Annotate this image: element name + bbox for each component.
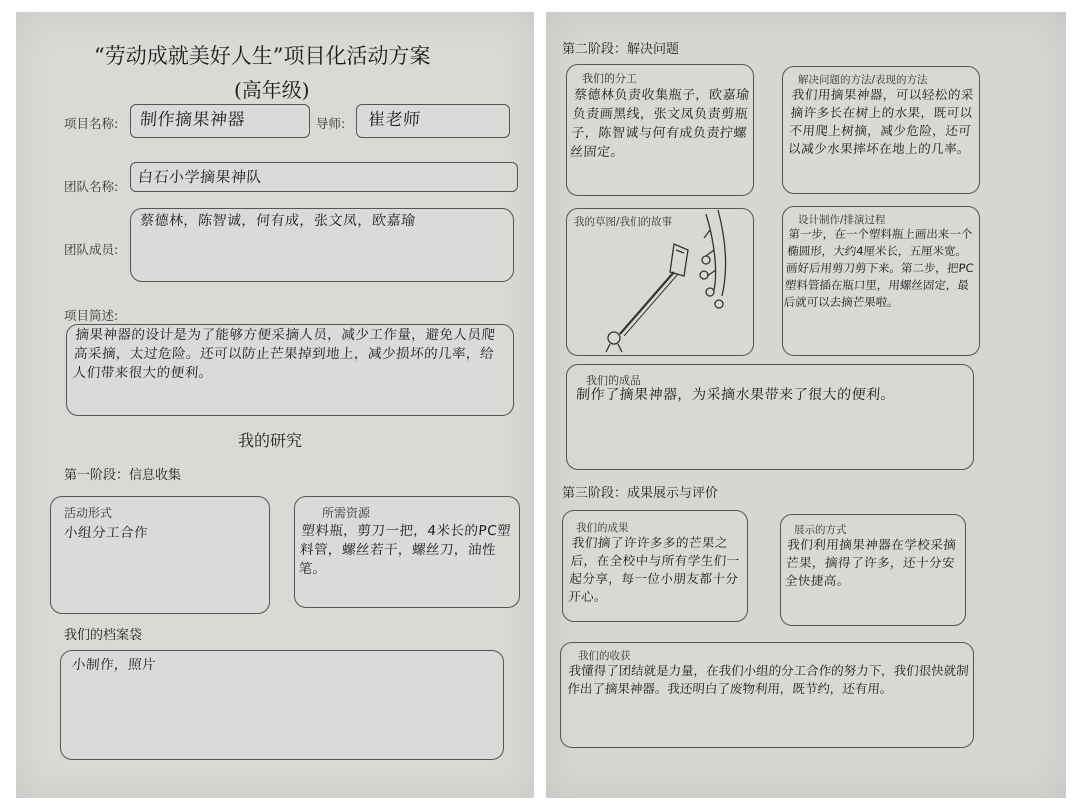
product-value: 制作了摘果神器，为采摘水果带来了很大的便利。 xyxy=(575,387,896,403)
process-label: 设计制作/排演过程 xyxy=(798,214,886,226)
fruit-picker-sketch xyxy=(586,200,752,354)
document-title: “劳动成就美好人生”项目化活动方案 xyxy=(94,44,431,68)
right-page xyxy=(546,12,1066,798)
team-name-label: 团队名称: xyxy=(64,179,119,194)
stage2-heading: 第二阶段：解决问题 xyxy=(562,42,680,57)
results-value: 我们摘了许许多多的芒果之后，在全校中与所有学生们一起分享，每一位小朋友都十分开心。 xyxy=(567,535,741,604)
method-value: 我们用摘果神器，可以轻松的采摘许多长在树上的水果，既可以不用爬上树摘，减少危险，还可以减少水果摔坏在地上的几率。 xyxy=(787,87,975,156)
members-value: 蔡德林，陈智诚，何有成，张文凤，欧嘉瑜 xyxy=(139,213,417,229)
show-label: 展示的方式 xyxy=(794,524,847,536)
summary-label: 项目简述: xyxy=(64,308,119,323)
show-value: 我们利用摘果神器在学校采摘芒果，摘得了许多，还十分安全快捷高。 xyxy=(784,537,957,588)
activity-form-value: 小组分工合作 xyxy=(63,525,149,541)
summary-value: 摘果神器的设计是为了能够方便采摘人员，减少工作量，避免人员爬高采摘，太过危险。还可以防止芒果掉到地上，减少损坏的几率，给人们带来很大的便利。 xyxy=(72,327,496,381)
mentor-label: 导师: xyxy=(316,116,346,131)
team-name-value: 白石小学摘果神队 xyxy=(137,168,263,186)
stage3-heading: 第三阶段：成果展示与评价 xyxy=(562,486,719,501)
results-label: 我们的成果 xyxy=(576,522,629,534)
gains-value: 我懂得了团结就是力量，在我们小组的分工合作的努力下，我们很快就制作出了摘果神器。我还明白了废物利用，既节约，还有用。 xyxy=(566,663,970,696)
research-heading: 我的研究 xyxy=(238,431,303,450)
archive-label: 我们的档案袋 xyxy=(64,628,143,643)
story-label: 我的草图/我们的故事 xyxy=(574,216,673,228)
gains-label: 我们的收获 xyxy=(578,650,631,662)
archive-value: 小制作，照片 xyxy=(71,657,157,673)
method-label: 解决问题的方法/表现的方法 xyxy=(798,74,928,86)
activity-form-label: 活动形式 xyxy=(64,506,113,520)
division-value: 蔡德林负责收集瓶子，欧嘉瑜负责画黑线，张文凤负责剪瓶子，陈智诚与何有成负责拧螺丝固定。 xyxy=(569,88,751,160)
left-page xyxy=(16,12,534,798)
division-label: 我们的分工 xyxy=(582,72,637,85)
process-value: 第一步，在一个塑料瓶上画出来一个椭圆形，大约4厘米长，五厘米宽。画好后用剪刀剪下来。第二步，把PC塑料管插在瓶口里，用螺丝固定，最后就可以去摘芒果啦。 xyxy=(783,227,974,309)
stage1-heading: 第一阶段：信息收集 xyxy=(64,468,182,483)
project-name-label: 项目名称: xyxy=(64,116,119,131)
members-label: 团队成员: xyxy=(64,242,119,257)
resources-label: 所需资源 xyxy=(322,506,371,520)
product-label: 我们的成品 xyxy=(586,374,641,387)
mentor-value: 崔老师 xyxy=(367,110,422,130)
project-name-value: 制作摘果神器 xyxy=(139,110,246,130)
document-subtitle: (高年级) xyxy=(234,78,310,102)
resources-value: 塑料瓶，剪刀一把，4米长的PC塑料管，螺丝若干，螺丝刀，油性笔。 xyxy=(298,523,512,577)
